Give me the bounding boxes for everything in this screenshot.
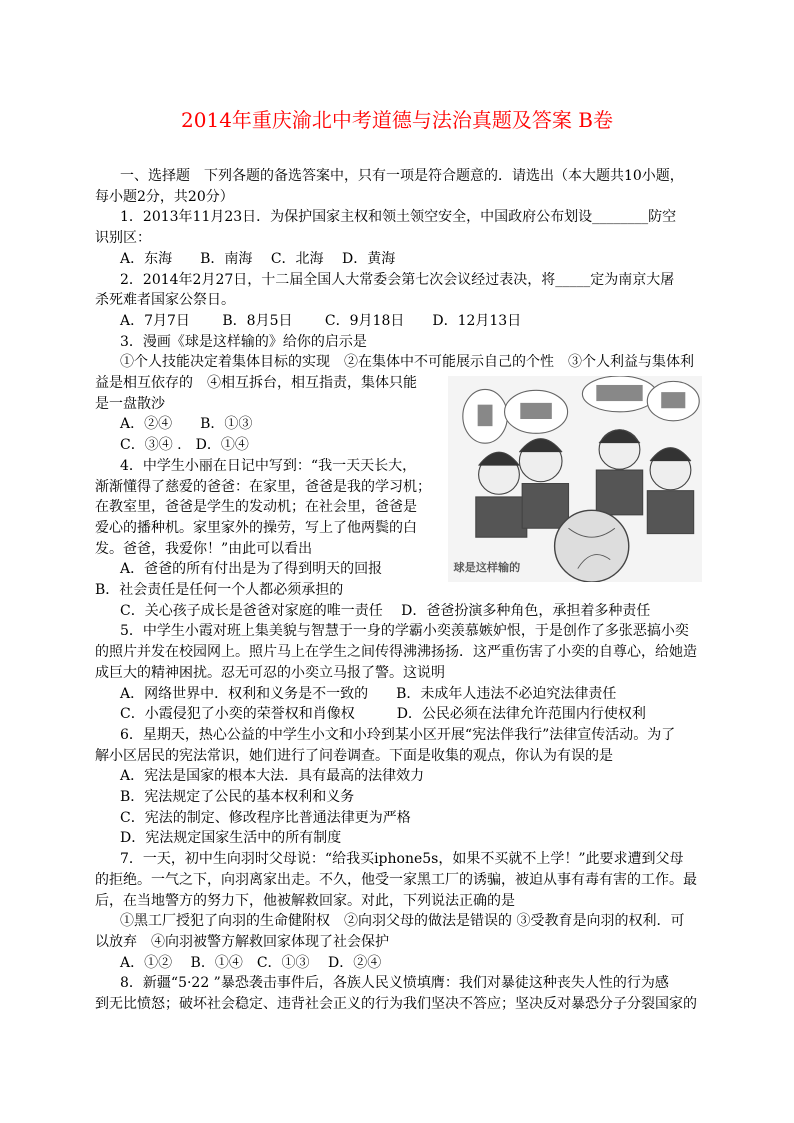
text-line: A．网络世界中．权利和义务是不一致的 B．未成年人违法不必迫究法律责任 bbox=[120, 685, 617, 702]
text-line: ①黑工厂授犯了向羽的生命健附权 ②向羽父母的做法是错误的 ③受教育是向羽的权利．可 bbox=[120, 913, 685, 930]
text-line: 到无比愤怒；破坏社会稳定、违背社会正义的行为我们坚决不答应；坚决反对暴恐分子分裂国家的 bbox=[95, 996, 697, 1012]
comic-illustration bbox=[448, 376, 702, 582]
text-line: ①个人技能决定着集体目标的实现 ②在集体中不可能展示自己的个性 ③个人利益与集体利 bbox=[120, 354, 694, 371]
text-line: C．③④ . D．①④ bbox=[120, 437, 249, 454]
document-title: 2014年重庆渝北中考道德与法治真题及答案 B卷 bbox=[181, 108, 613, 132]
ball bbox=[555, 510, 629, 582]
text-line: A．②④ B．①③ bbox=[120, 416, 253, 433]
text-line: 益是相互依存的 ④相互拆台，相互指责，集体只能 bbox=[95, 375, 417, 391]
text-line: A．爸爸的所有付出是为了得到明天的回报 bbox=[120, 561, 383, 578]
text-line: 6．星期天，热心公益的中学生小文和小玲到某小区开展“宪法伴我行”法律宣传活动。为了 bbox=[120, 726, 676, 743]
text-line: A．宪法是国家的根本大法．具有最高的法律效力 bbox=[120, 768, 425, 785]
text-line: C．关心孩子成长是爸爸对家庭的唯一责任 D．爸爸扮演多种角色，承担着多种责任 bbox=[120, 602, 651, 619]
text-line: D．宪法规定国家生活中的所有制度 bbox=[120, 830, 342, 847]
text-line: 爱心的播种机。家里家外的操劳，写上了他两鬓的白 bbox=[95, 519, 417, 536]
text-line: 1．2013年11月23日．为保护国家主权和领土领空安全，中国政府公布划设________防空 bbox=[120, 209, 677, 226]
text-line: 识别区： bbox=[95, 230, 151, 247]
text-line: A．①② B．①④ C．①③ D．②④ bbox=[120, 954, 382, 971]
text-line: 在教室里，爸爸是学生的发动机；在社会里，爸爸是 bbox=[95, 499, 417, 516]
text-line: 4．中学生小丽在日记中写到：“我一天天长大， bbox=[120, 457, 417, 474]
comic-caption: 球是这样输的 bbox=[453, 561, 521, 575]
text-line: 一、选择题 下列各题的备选答案中，只有一项是符合题意的．请选出（本大题共10小题， bbox=[120, 168, 684, 184]
text-line: 解小区居民的宪法常识，她们进行了问卷调查。下面是收集的观点，你认为有误的是 bbox=[95, 747, 613, 764]
text-line: 后，在当地警方的努力下，他被解救回家。对此，下列说法正确的是 bbox=[95, 892, 515, 909]
text-line: 2．2014年2月27日，十二届全国人大常委会第七次会议经过表决，将_____定为南京大屠 bbox=[120, 271, 675, 288]
text-line: 渐渐懂得了慈爱的爸爸：在家里，爸爸是我的学习机； bbox=[95, 478, 431, 495]
text-line: 3．漫画《球是这样输的》给你的启示是 bbox=[120, 333, 367, 350]
text-line: 8．新疆“5·22 ”暴恐袭击事件后，各族人民义愤填膺：我们对暴徒这种丧失人性的行为感 bbox=[120, 975, 669, 992]
text-line: C．宪法的制定、修改程序比普通法律更为严格 bbox=[120, 809, 411, 826]
text-line: 每小题2分，共20分） bbox=[95, 188, 234, 205]
text-line: 成巨大的精神困扰。忍无可忍的小奕立马报了警。这说明 bbox=[95, 664, 445, 681]
text-line: 杀死难者国家公祭日。 bbox=[95, 292, 235, 309]
text-line: 的拒绝。一气之下，向羽离家出走。不久，他受一家黑工厂的诱骗，被迫从事有毒有害的工作。最 bbox=[95, 871, 697, 888]
text-line: B．宪法规定了公民的基本权利和义务 bbox=[120, 789, 355, 805]
text-line: 是一盘散沙 bbox=[95, 395, 165, 412]
text-line: 7．一天，初中生向羽时父母说：“给我买iphone5s，如果不买就不上学！”此要求遭到父母 bbox=[120, 851, 684, 868]
text-line: 发。爸爸，我爱你！”由此可以看出 bbox=[95, 540, 313, 557]
text-line: 以放弃 ④向羽被警方解救回家体现了社会保护 bbox=[95, 933, 389, 950]
text-line: 的照片并发在校园网上。照片马上在学生之间传得沸沸扬扬．这严重伤害了小奕的自尊心，给她造 bbox=[95, 644, 697, 661]
text-line: B．社会责任是任何一个人都必须承担的 bbox=[95, 582, 344, 598]
text-line: A．7月7日 B．8月5日 C．9月18日 D．12月13日 bbox=[120, 312, 522, 329]
text-line: A．东海 B．南海 C．北海 D．黄海 bbox=[120, 250, 396, 267]
text-line: C．小霞侵犯了小奕的荣誉权和肖像权 D．公民必须在法律允许范围内行使权利 bbox=[120, 706, 646, 723]
text-line: 5．中学生小霞对班上集美貌与智慧于一身的学霸小奕羡慕嫉妒恨，于是创作了多张恶搞小奕 bbox=[120, 623, 689, 640]
